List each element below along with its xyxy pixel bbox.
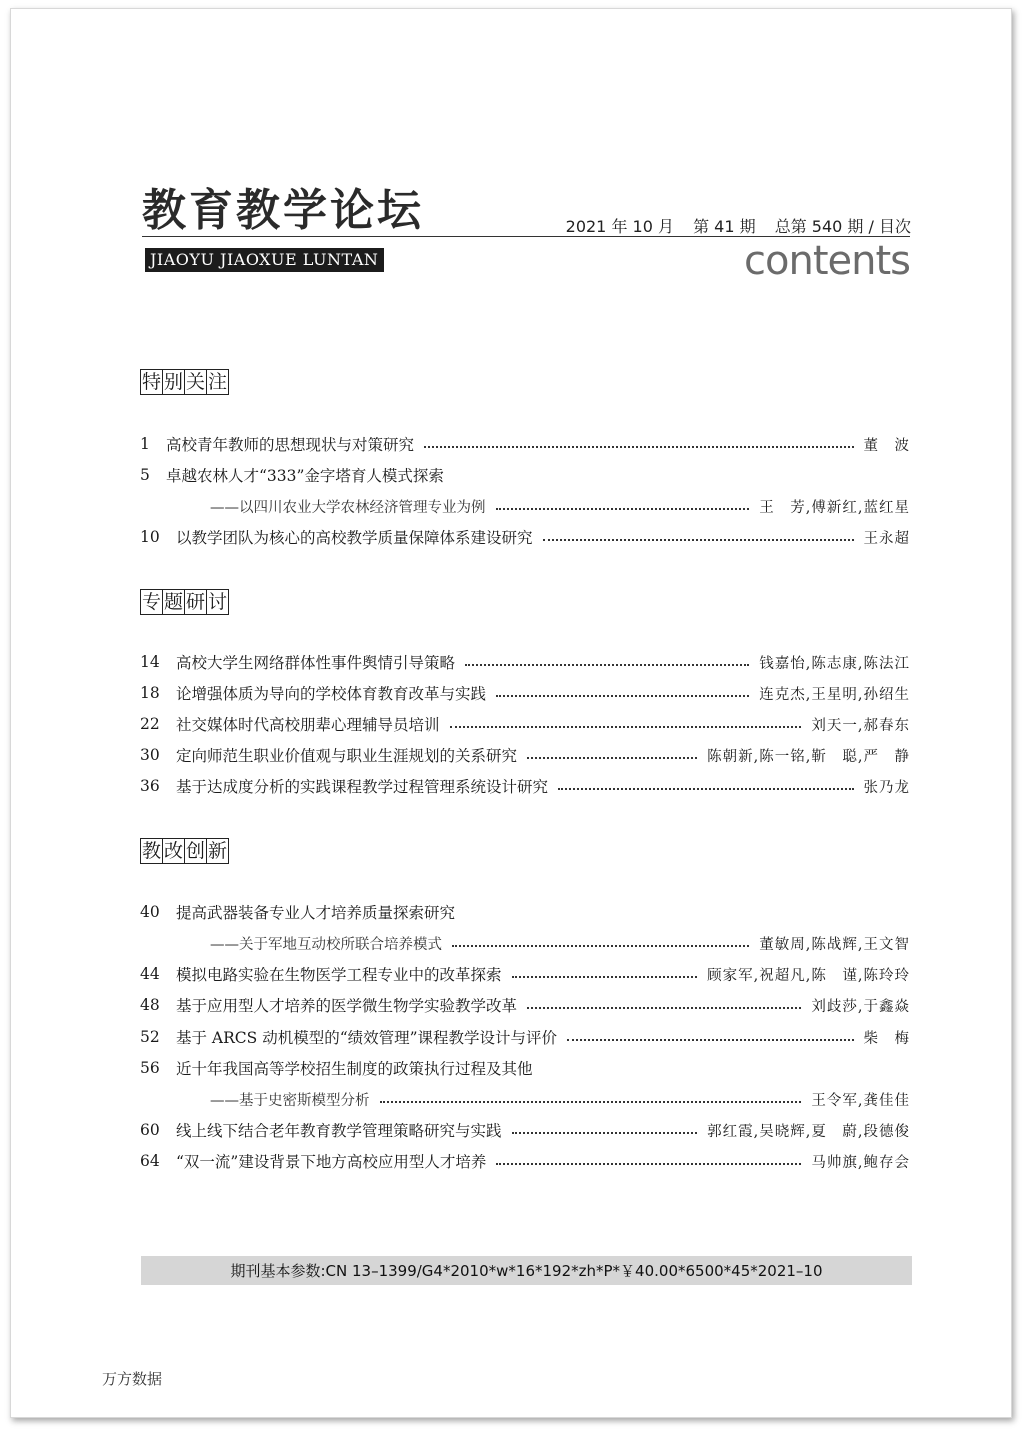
article-authors: 王永超 [863,530,910,547]
toc-subentry [140,930,910,956]
article-authors: 柴 梅 [863,1030,910,1047]
leader-dots [512,1132,698,1134]
journal-params-bar: 期刊基本参数:CN 13–1399/G4*2010*w*16*192*zh*P*￥40.00*6500*45*2021–10 [141,1256,912,1285]
article-title: 社交媒体时代高校朋辈心理辅导员培训 [176,716,440,734]
section-char: 专 [142,591,162,613]
page-number: 48 [140,996,160,1014]
issue-date: 2021 年 10 月 [565,217,674,236]
toc-entry[interactable] [140,899,910,925]
article-authors: 陈朝新,陈一铭,靳 聪,严 静 [707,748,910,765]
article-authors: 顾家军,祝超凡,陈 谨,陈玲玲 [707,967,910,984]
issue-number: 第 41 期 [693,217,756,236]
leader-dots [558,788,853,790]
footer-source: 万方数据 [102,1370,163,1388]
article-title: 提高武器装备专业人才培养质量探索研究 [176,904,456,922]
section-char: 注 [208,371,228,393]
toc-entry[interactable] [140,1055,910,1081]
toc-entry[interactable] [140,961,910,987]
toc-entry[interactable] [140,431,910,457]
toc-entry[interactable] [140,1117,910,1143]
toc-entry[interactable] [140,1148,910,1174]
article-subtitle: ——以四川农业大学农林经济管理专业为例 [210,499,486,516]
toc-subentry [140,493,910,519]
page-number: 44 [140,965,160,983]
page-number: 22 [140,715,160,733]
article-title: 基于 ARCS 动机模型的“绩效管理”课程教学设计与评价 [176,1029,558,1047]
contents-label: contents [744,238,910,284]
section-char: 题 [164,591,184,613]
leader-dots [543,539,854,541]
page-number: 1 [140,435,150,453]
leader-dots [450,726,802,728]
section-char: 别 [164,371,184,393]
page-number: 64 [140,1152,160,1170]
section-char: 新 [208,840,228,862]
article-authors: 董 波 [863,437,910,454]
article-authors: 王令军,龚佳佳 [811,1092,910,1109]
toc-entry[interactable] [140,773,910,799]
article-title: 以教学团队为核心的高校教学质量保障体系建设研究 [176,529,533,547]
section-heading [140,589,228,615]
leader-dots [424,446,853,448]
section-char: 讨 [208,591,228,613]
article-title: 论增强体质为导向的学校体育教育改革与实践 [176,685,487,703]
issue-info [552,214,911,237]
page-number: 14 [140,653,160,671]
toc-entry[interactable] [140,742,910,768]
article-title: 基于应用型人才培养的医学微生物学实验教学改革 [176,997,518,1015]
toc-entry[interactable] [140,462,910,488]
leader-dots [512,976,698,978]
article-title: 高校大学生网络群体性事件舆情引导策略 [176,654,456,672]
leader-dots [527,757,697,759]
toc-entry[interactable] [140,680,910,706]
journal-title: 教育教学论坛 [142,185,424,236]
header-rule [142,236,910,237]
page-number: 56 [140,1059,160,1077]
section-char: 创 [186,840,206,862]
page-number: 30 [140,746,160,764]
section-char: 关 [186,371,206,393]
page-number: 5 [140,466,150,484]
page-number: 52 [140,1028,160,1046]
article-subtitle: ——关于军地互动校所联合培养模式 [210,936,442,953]
toc-entry[interactable] [140,649,910,675]
toc-entry[interactable] [140,524,910,550]
page-number: 40 [140,903,160,921]
article-title: 高校青年教师的思想现状与对策研究 [166,436,415,454]
leader-dots [380,1101,802,1103]
leader-dots [465,664,749,666]
leader-dots [496,508,750,510]
toc-entry[interactable] [140,1024,910,1050]
leader-dots [496,1163,801,1165]
article-title: 近十年我国高等学校招生制度的政策执行过程及其他 [176,1060,533,1078]
section-heading [140,369,228,395]
section-char: 研 [186,591,206,613]
article-authors: 刘天一,郝春东 [811,717,910,734]
leader-dots [527,1007,801,1009]
article-subtitle: ——基于史密斯模型分析 [210,1092,370,1109]
article-authors: 连克杰,王星明,孙绍生 [759,686,910,703]
pinyin-title: JIAOYU JIAOXUE LUNTAN [145,248,384,272]
article-title: 模拟电路实验在生物医学工程专业中的改革探索 [176,966,502,984]
article-authors: 董敏周,陈战辉,王文智 [759,936,910,953]
article-authors: 张乃龙 [863,779,910,796]
page-number: 60 [140,1121,160,1139]
toc-entry[interactable] [140,711,910,737]
article-title: “双一流”建设背景下地方高校应用型人才培养 [176,1153,487,1171]
section-char: 特 [142,371,162,393]
page-number: 18 [140,684,160,702]
page-number: 36 [140,777,160,795]
leader-dots [452,945,749,947]
issue-total: 总第 540 期 / 目次 [774,217,911,236]
article-authors: 刘歧莎,于鑫焱 [811,998,910,1015]
leader-dots [496,695,749,697]
article-title: 基于达成度分析的实践课程教学过程管理系统设计研究 [176,778,549,796]
article-title: 卓越农林人才“333”金字塔育人模式探索 [166,467,444,485]
leader-dots [567,1039,853,1041]
article-authors: 王 芳,傅新红,蓝红星 [759,499,910,516]
article-authors: 马帅旗,鲍存会 [811,1154,910,1171]
article-title: 定向师范生职业价值观与职业生涯规划的关系研究 [176,747,518,765]
article-authors: 钱嘉怡,陈志康,陈法江 [759,655,910,672]
section-char: 改 [164,840,184,862]
article-title: 线上线下结合老年教育教学管理策略研究与实践 [176,1122,502,1140]
toc-entry[interactable] [140,992,910,1018]
toc-subentry [140,1086,910,1112]
section-char: 教 [142,840,162,862]
article-authors: 郭红霞,吴晓辉,夏 蔚,段德俊 [707,1123,910,1140]
section-heading [140,838,228,864]
page-number: 10 [140,528,160,546]
